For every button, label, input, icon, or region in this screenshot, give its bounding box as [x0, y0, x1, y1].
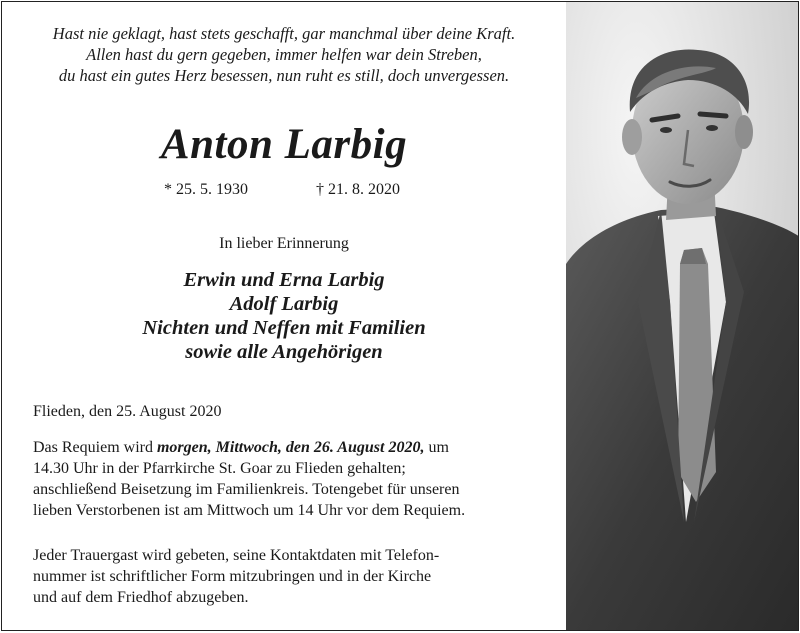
- mourner-line: Nichten und Neffen mit Familien: [142, 317, 426, 339]
- mourner-line: sowie alle Angehörigen: [185, 341, 383, 363]
- text-column: [2, 2, 566, 630]
- poem: [2, 23, 566, 86]
- portrait-illustration: [566, 2, 799, 631]
- birth-date: * 25. 5. 1930: [164, 181, 248, 198]
- portrait-photo: [566, 2, 799, 631]
- place-date: Flieden, den 25. August 2020: [33, 403, 222, 420]
- requiem-date: morgen, Mittwoch, den 26. August 2020,: [156, 439, 425, 456]
- mourner-line: Erwin und Erna Larbig: [183, 269, 385, 291]
- requiem-line: [33, 437, 553, 458]
- requiem-line: 14.30 Uhr in der Pfarrkirche St. Goar zu Flieden gehalten;: [33, 460, 406, 477]
- contact-line: nummer ist schriftlicher Form mitzubringen und in der Kirche: [33, 568, 432, 585]
- deceased-name: Anton Larbig: [160, 121, 408, 168]
- requiem-notice: [33, 437, 553, 521]
- poem-line: du hast ein gutes Herz besessen, nun ruht es still, doch unvergessen.: [58, 66, 510, 85]
- requiem-suffix: um: [424, 439, 449, 456]
- requiem-prefix: Das Requiem wird: [33, 439, 157, 456]
- mourners-list: [2, 268, 566, 364]
- contact-line: und auf dem Friedhof abzugeben.: [33, 589, 249, 606]
- contact-notice: [33, 545, 553, 608]
- mourner-line: Adolf Larbig: [229, 293, 339, 315]
- requiem-line: lieben Verstorbenen ist am Mittwoch um 14 Uhr vor dem Requiem.: [33, 502, 466, 519]
- poem-line: Allen hast du gern gegeben, immer helfen war dein Streben,: [86, 45, 482, 64]
- memory-text: In lieber Erinnerung: [219, 235, 349, 252]
- death-date: † 21. 8. 2020: [316, 181, 400, 198]
- obituary-card: [1, 1, 799, 631]
- requiem-line: anschließend Beisetzung im Familienkreis. Totengebet für unseren: [33, 481, 460, 498]
- contact-line: Jeder Trauergast wird gebeten, seine Kontaktdaten mit Telefon-: [33, 547, 440, 564]
- poem-line: Hast nie geklagt, hast stets geschafft, gar manchmal über deine Kraft.: [52, 24, 516, 43]
